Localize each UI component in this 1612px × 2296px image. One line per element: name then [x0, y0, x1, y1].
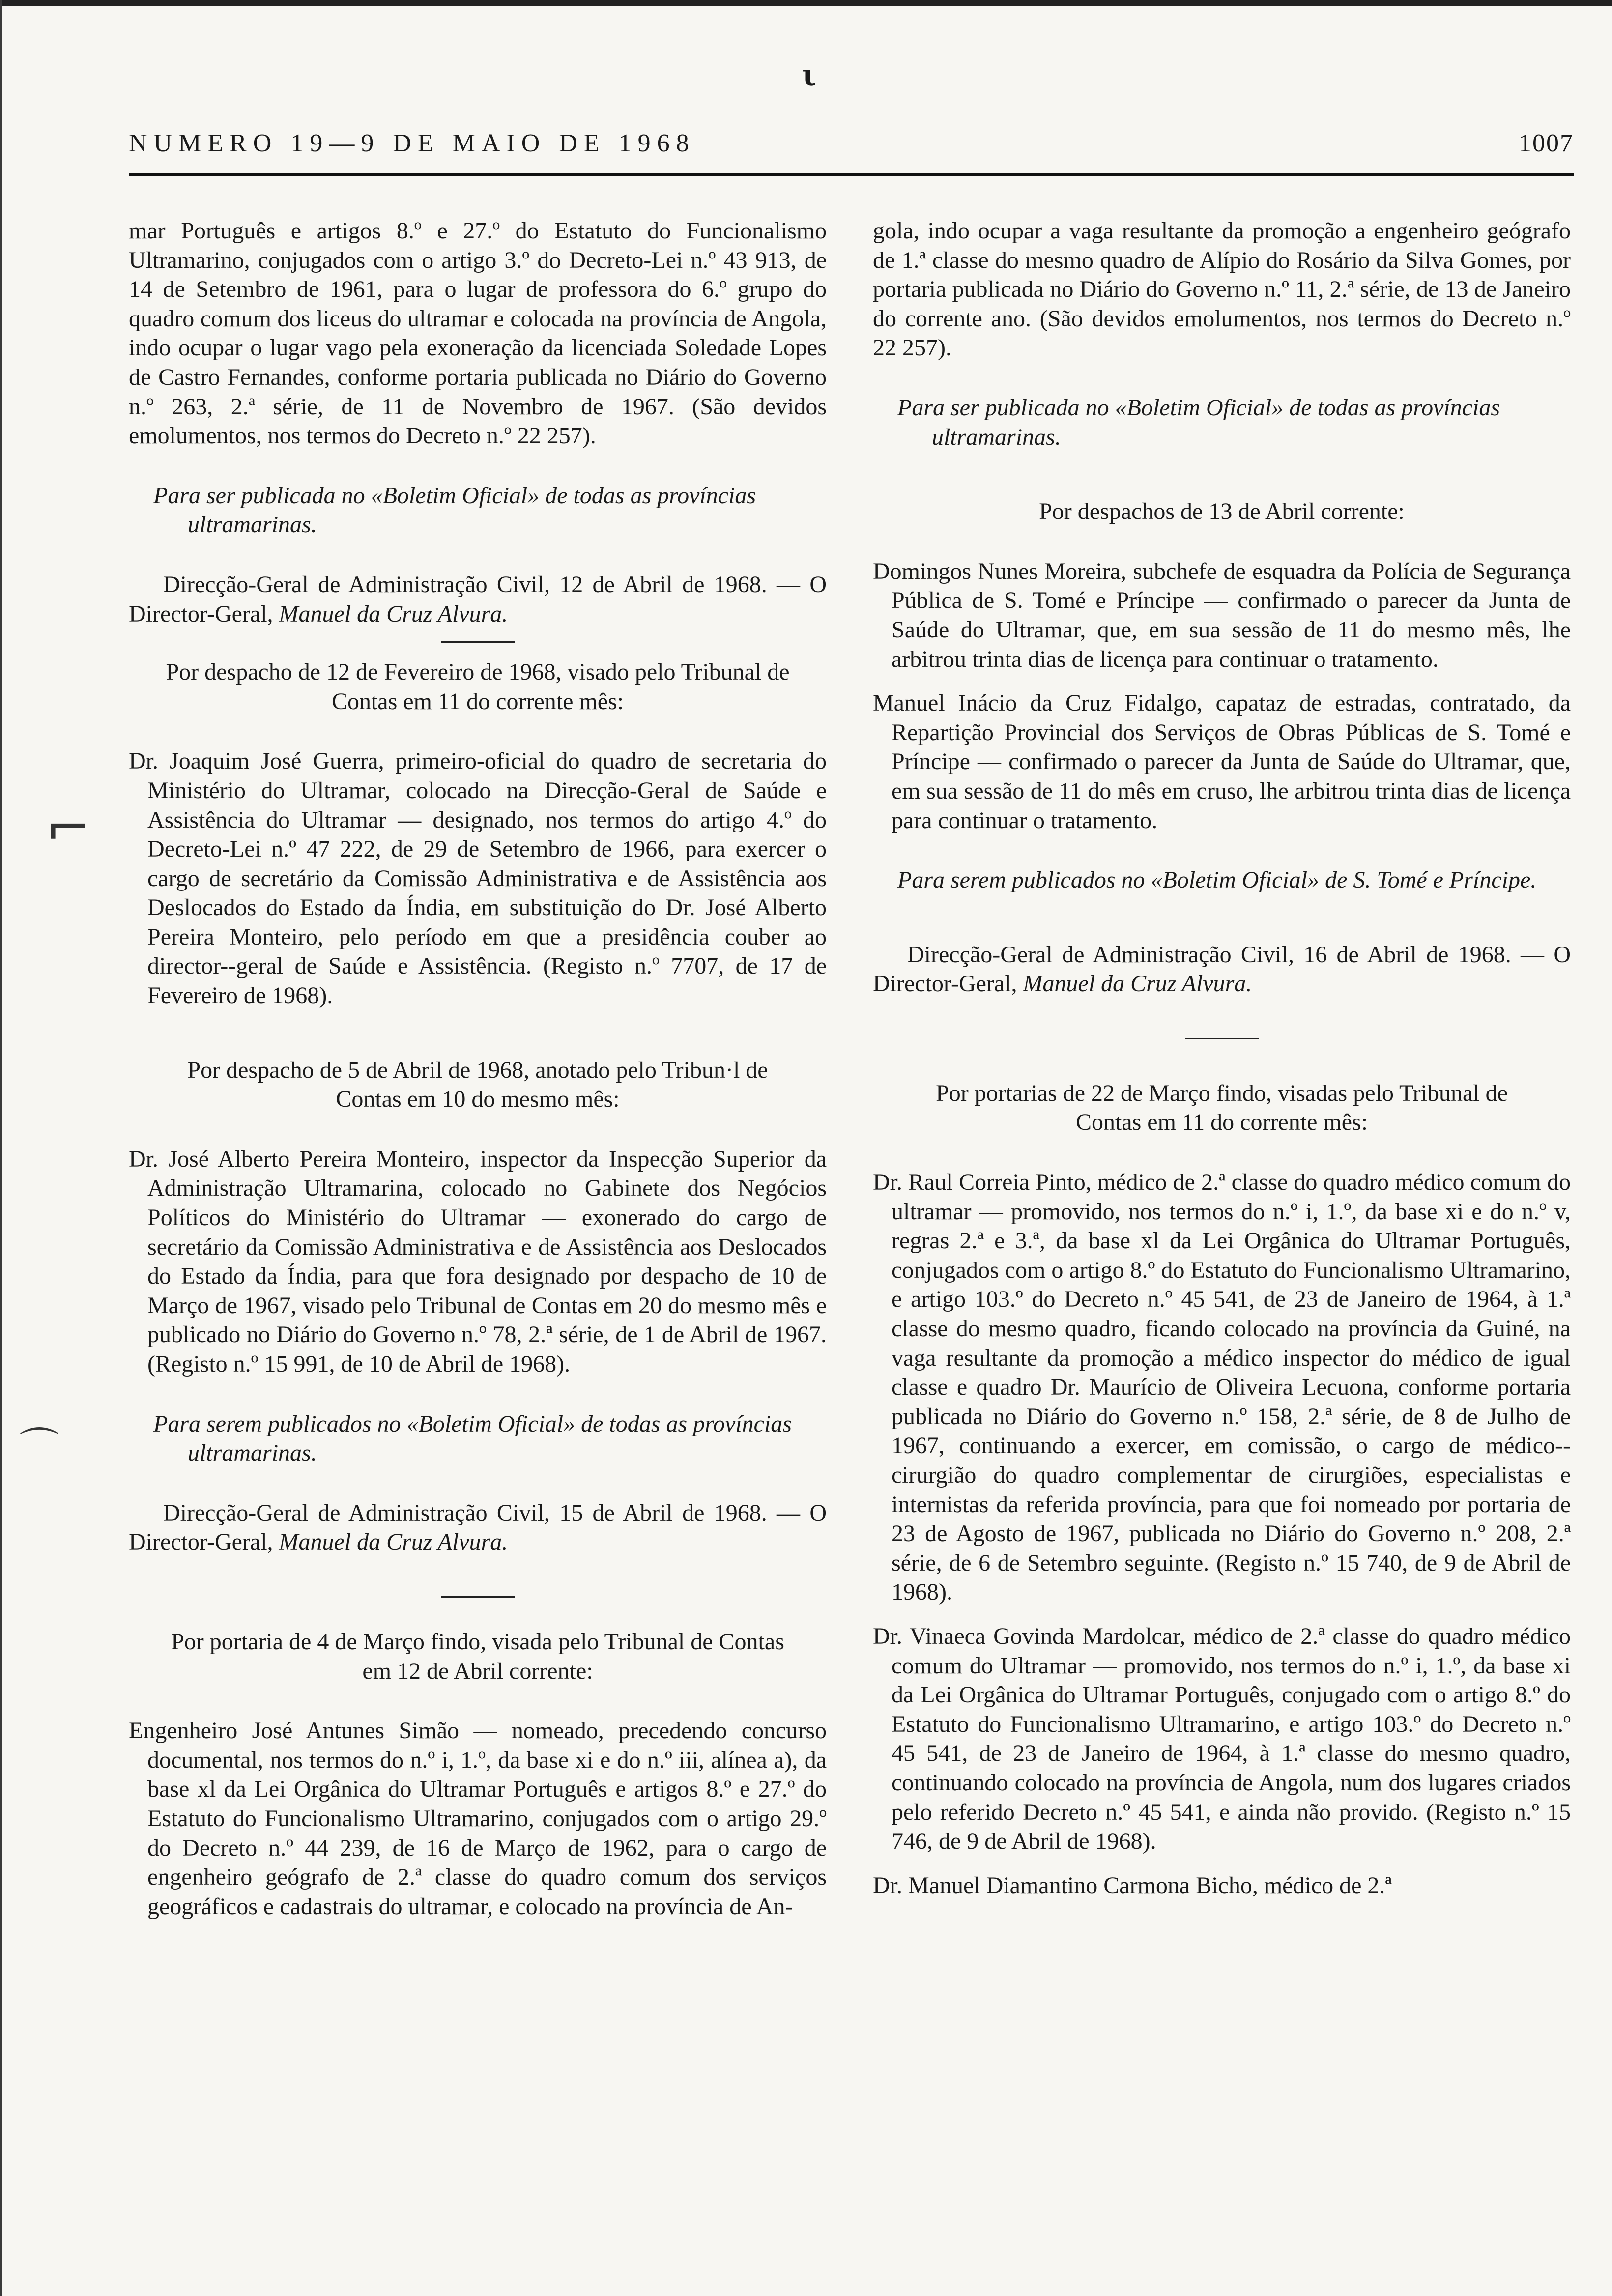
- signatory-name: Manuel da Cruz Alvura.: [1023, 971, 1252, 997]
- paragraph: gola, indo ocupar a vaga resultante da promoção a engenheiro geógrafo de 1.ª classe do mesmo quadro de Alípio do Rosário da Silva Gomes, por portaria publicada no Diário do Governo n.º 11, 2.ª série, de 13 de Janeiro do corrente ano. (São devidos emolumentos, nos termos do Decreto n.º 22 257).: [873, 218, 1571, 361]
- dispatch-heading: Por portarias de 22 de Março findo, visadas pelo Tribunal de Contas em 11 do corrente mês:: [936, 1080, 1508, 1136]
- publication-note: Para serem publicados no «Boletim Oficial» de todas as províncias ultramarinas.: [153, 1410, 792, 1466]
- dispatch-heading: Por despacho de 12 de Fevereiro de 1968, visado pelo Tribunal de Contas em 11 do corrente mês:: [166, 659, 790, 715]
- dispatch-heading: Por despachos de 13 de Abril corrente:: [1039, 498, 1405, 525]
- left-column: [129, 216, 827, 1921]
- margin-mark: ⌐: [45, 796, 91, 859]
- entry: Dr. Manuel Diamantino Carmona Bicho, médico de 2.ª: [873, 1872, 1392, 1898]
- entry: Dr. Vinaeca Govinda Mardolcar, médico de 2.ª classe do quadro médico comum do Ultramar — promovido, nos termos do n.º i, 1.º, da base xi da Lei Orgânica do Ultramar Português, conjugado com o artigo 8.º do Estatuto do Funcionalismo Ultramarino, e artigo 103.º do Decreto n.º 45 541, de 23 de Janeiro de 1964, à 1.ª classe do mesmo quadro, continuando colocado na província de Angola, num dos lugares criados pelo referido Decreto n.º 45 541, e ainda não provido. (Registo n.º 15 746, de 9 de Abril de 1968).: [873, 1623, 1571, 1855]
- issue-title: NUMERO 19—9 DE MAIO DE 1968: [129, 129, 695, 157]
- section-divider: [1185, 1038, 1259, 1039]
- entry: Dr. Joaquim José Guerra, primeiro-oficial do quadro de secretaria do Ministério do Ultramar, colocado na Direcção-Geral de Saúde e Assistência do Ultramar — designado, nos termos do artigo 4.º do Decreto-Lei n.º 47 222, de 29 de Setembro de 1966, para exercer o cargo de secretário da Comissão Administrativa e de Assistência aos Deslocados do Estado da Índia, em substituição do Dr. José Alberto Pereira Monteiro, pelo período em que a presidência couber ao director--geral de Saúde e Assistência. (Registo n.º 7707, de 17 de Fevereiro de 1968).: [129, 748, 827, 1009]
- signatory-name: Manuel da Cruz Alvura.: [279, 601, 508, 627]
- publication-note: Para ser publicada no «Boletim Oficial» de todas as províncias ultramarinas.: [153, 482, 756, 538]
- right-column: [873, 216, 1571, 1900]
- signature-line: Direcção-Geral de Administração Civil, 15 de Abril de 1968. — O Director-Geral, Manuel da Cruz Alvura.: [129, 1499, 827, 1555]
- page-header: [129, 129, 1574, 168]
- dispatch-heading: Por portaria de 4 de Março findo, visada pelo Tribunal de Contas em 12 de Abril corrente:: [171, 1628, 784, 1684]
- signature-line: Direcção-Geral de Administração Civil, 12 de Abril de 1968. — O Director-Geral, Manuel da Cruz Alvura.: [129, 571, 827, 627]
- scan-mark: ι: [802, 58, 817, 92]
- publication-note: Para serem publicados no «Boletim Oficial» de S. Tomé e Príncipe.: [897, 867, 1537, 893]
- dispatch-heading: Por despacho de 5 de Abril de 1968, anotado pelo Tribun·l de Contas em 10 do mesmo mês:: [187, 1057, 768, 1113]
- scan-left-edge: [0, 0, 2, 2296]
- paragraph: mar Português e artigos 8.º e 27.º do Estatuto do Funcionalismo Ultramarino, conjugados com o artigo 3.º do Decreto-Lei n.º 43 913, de 14 de Setembro de 1961, para o lugar de professora do 6.º grupo do quadro comum dos liceus do ultramar e colocada na província de Angola, indo ocupar o lugar vago pela exoneração da licenciada Soledade Lopes de Castro Fernandes, conforme portaria publicada no Diário do Governo n.º 263, 2.ª série, de 11 de Novembro de 1967. (São devidos emolumentos, nos termos do Decreto n.º 22 257).: [129, 218, 827, 449]
- page-number: 1007: [1519, 129, 1574, 157]
- scan-top-edge: [0, 0, 1612, 6]
- entry: Engenheiro José Antunes Simão — nomeado, precedendo concurso documental, nos termos do n.º i, 1.º, da base xi e do n.º iii, alínea a), da base xl da Lei Orgânica do Ultramar Português e artigos 8.º e 27.º do Estatuto do Funcionalismo Ultramarino, conjugados com o artigo 29.º do Decreto n.º 44 239, de 16 de Março de 1962, para o cargo de engenheiro geógrafo de 2.ª classe do quadro comum dos serviços geográficos e cadastrais do ultramar, e colocado na província de An-: [129, 1718, 827, 1920]
- section-divider: [441, 1596, 515, 1598]
- signature-line: Direcção-Geral de Administração Civil, 16 de Abril de 1968. — O Director-Geral, Manuel da Cruz Alvura.: [873, 941, 1571, 997]
- publication-note: Para ser publicada no «Boletim Oficial» de todas as províncias ultramarinas.: [897, 394, 1500, 450]
- section-divider: [441, 641, 515, 643]
- entry: Dr. Raul Correia Pinto, médico de 2.ª classe do quadro médico comum do ultramar — promovido, nos termos do n.º i, 1.º, da base xi e do n.º v, regras 2.ª e 3.ª, da base xl da Lei Orgânica do Ultramar Português, conjugados com o artigo 8.º do Estatuto do Funcionalismo Ultramarino, e artigo 103.º do Decreto n.º 45 541, de 23 de Janeiro de 1964, à 1.ª classe do mesmo quadro, ficando colocado na província da Guiné, na vaga resultante da promoção a médico inspector do médico de igual classe e quadro Dr. Maurício de Oliveira Lecuona, conforme portaria publicada no Diário do Governo n.º 158, 2.ª série, de 8 de Julho de 1967, continuando a exercer, em comissão, o cargo de médico--cirurgião do quadro complementar de cirurgiões, especialistas e internistas da referida província, para que foi nomeado por portaria de 23 de Agosto de 1967, publicada no Diário do Governo n.º 208, 2.ª série, de 6 de Setembro seguinte. (Registo n.º 15 740, de 9 de Abril de 1968).: [873, 1169, 1571, 1606]
- margin-mark: ⌒: [20, 1424, 59, 1470]
- signatory-name: Manuel da Cruz Alvura.: [279, 1529, 508, 1555]
- header-rule: [129, 173, 1574, 176]
- entry: Domingos Nunes Moreira, subchefe de esquadra da Polícia de Segurança Pública de S. Tomé e Príncipe — confirmado o parecer da Junta de Saúde do Ultramar, que, em sua sessão de 11 do mesmo mês, lhe arbitrou trinta dias de licença para continuar o tratamento.: [873, 558, 1571, 672]
- entry: Manuel Inácio da Cruz Fidalgo, capataz de estradas, contratado, da Repartição Provincial dos Serviços de Obras Públicas de S. Tomé e Príncipe — confirmado o parecer da Junta de Saúde do Ultramar, que, em sua sessão de 11 do mês em cruso, lhe arbitrou trinta dias de licença para continuar o tratamento.: [873, 690, 1571, 833]
- entry: Dr. José Alberto Pereira Monteiro, inspector da Inspecção Superior da Administração Ultramarina, colocado no Gabinete dos Negócios Políticos do Ministério do Ultramar — exonerado do cargo de secretário da Comissão Administrativa e de Assistência aos Deslocados do Estado da Índia, para que fora designado por despacho de 10 de Março de 1967, visado pelo Tribunal de Contas em 20 do mesmo mês e publicado no Diário do Governo n.º 78, 2.ª série, de 1 de Abril de 1967. (Registo n.º 15 991, de 10 de Abril de 1968).: [129, 1146, 827, 1377]
